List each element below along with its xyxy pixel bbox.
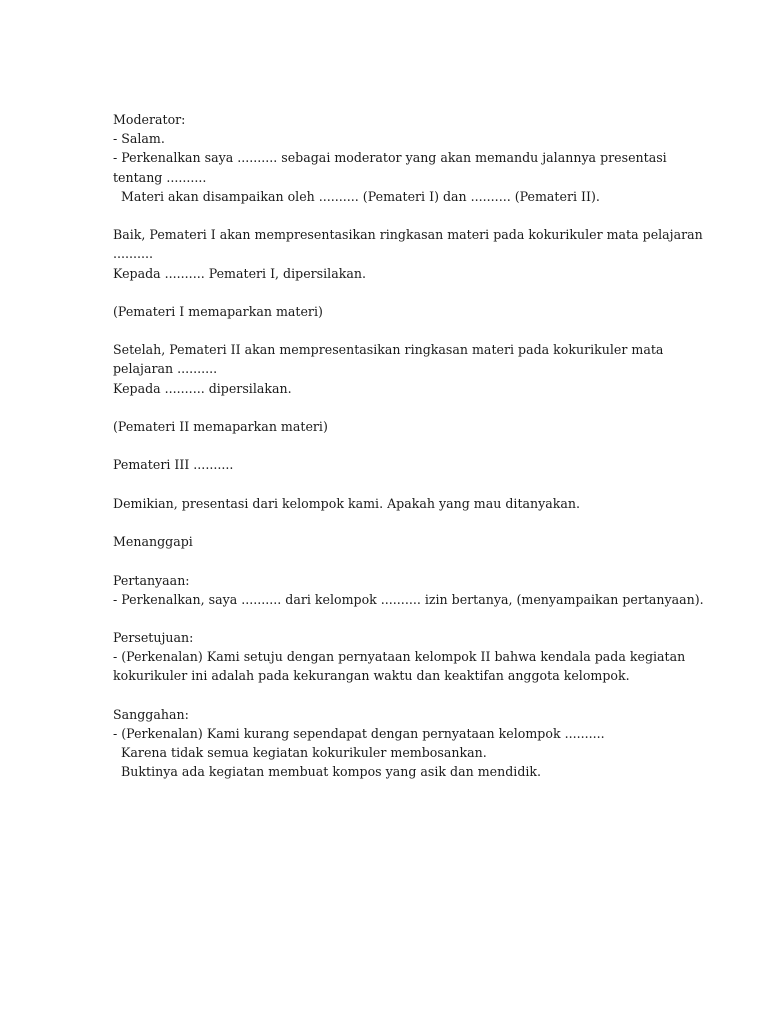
blank-line xyxy=(113,398,658,417)
blank-line xyxy=(113,321,658,340)
text-line: Setelah, Pemateri II akan mempresentasikan ringkasan materi pada kokurikuler mata xyxy=(113,342,664,358)
text-line: - (Perkenalan) Kami setuju dengan pernyataan kelompok II bahwa kendala pada kegiatan xyxy=(113,649,686,665)
text-line: kokurikuler ini adalah pada kekurangan waktu dan keaktifan anggota kelompok. xyxy=(113,668,630,684)
blank-line xyxy=(113,686,658,705)
text-line: - (Perkenalan) Kami kurang sependapat dengan pernyataan kelompok .......... xyxy=(113,726,605,741)
text-line: Kepada .......... dipersilakan. xyxy=(113,380,292,396)
text-line: Karena tidak semua kegiatan kokurikuler membosankan. xyxy=(113,745,487,761)
blank-line xyxy=(113,551,658,570)
text-line: .......... xyxy=(113,246,154,262)
document-body xyxy=(113,110,704,782)
text-line: Baik, Pemateri I akan mempresentasikan ringkasan materi pada kokurikuler mata pelajaran xyxy=(113,227,703,243)
persetujuan-heading: Persetujuan: xyxy=(113,630,194,646)
text-line: Buktinya ada kegiatan membuat kompos yang asik dan mendidik. xyxy=(113,764,542,780)
text-line: - Perkenalkan, saya .......... dari kelompok .......... izin bertanya, (menyampaikan pertanyaan). xyxy=(113,591,704,607)
blank-line xyxy=(113,513,658,532)
text-line: Pemateri III .......... xyxy=(113,457,234,473)
text-line: pelajaran .......... xyxy=(113,361,218,377)
text-line: (Pemateri II memaparkan materi) xyxy=(113,419,328,434)
pertanyaan-heading: Pertanyaan: xyxy=(113,572,190,588)
blank-line xyxy=(113,206,658,225)
text-line: (Pemateri I memaparkan materi) xyxy=(113,303,323,319)
text-line: Kepada .......... Pemateri I, dipersilakan. xyxy=(113,265,366,281)
moderator-heading: Moderator: xyxy=(113,112,186,127)
menanggapi-heading: Menanggapi xyxy=(113,534,193,550)
blank-line xyxy=(113,436,658,455)
blank-line xyxy=(113,283,658,302)
text-line: - Salam. xyxy=(113,131,165,147)
text-line: - Perkenalkan saya .......... sebagai moderator yang akan memandu jalannya presentasi xyxy=(113,150,667,166)
text-line: tentang .......... xyxy=(113,169,207,185)
sanggahan-heading: Sanggahan: xyxy=(113,706,189,722)
blank-line xyxy=(113,609,658,628)
text-line: Materi akan disampaikan oleh .......... (Pemateri I) dan .......... (Pemateri II). xyxy=(113,188,600,204)
blank-line xyxy=(113,475,658,494)
text-line: Demikian, presentasi dari kelompok kami. Apakah yang mau ditanyakan. xyxy=(113,495,581,511)
